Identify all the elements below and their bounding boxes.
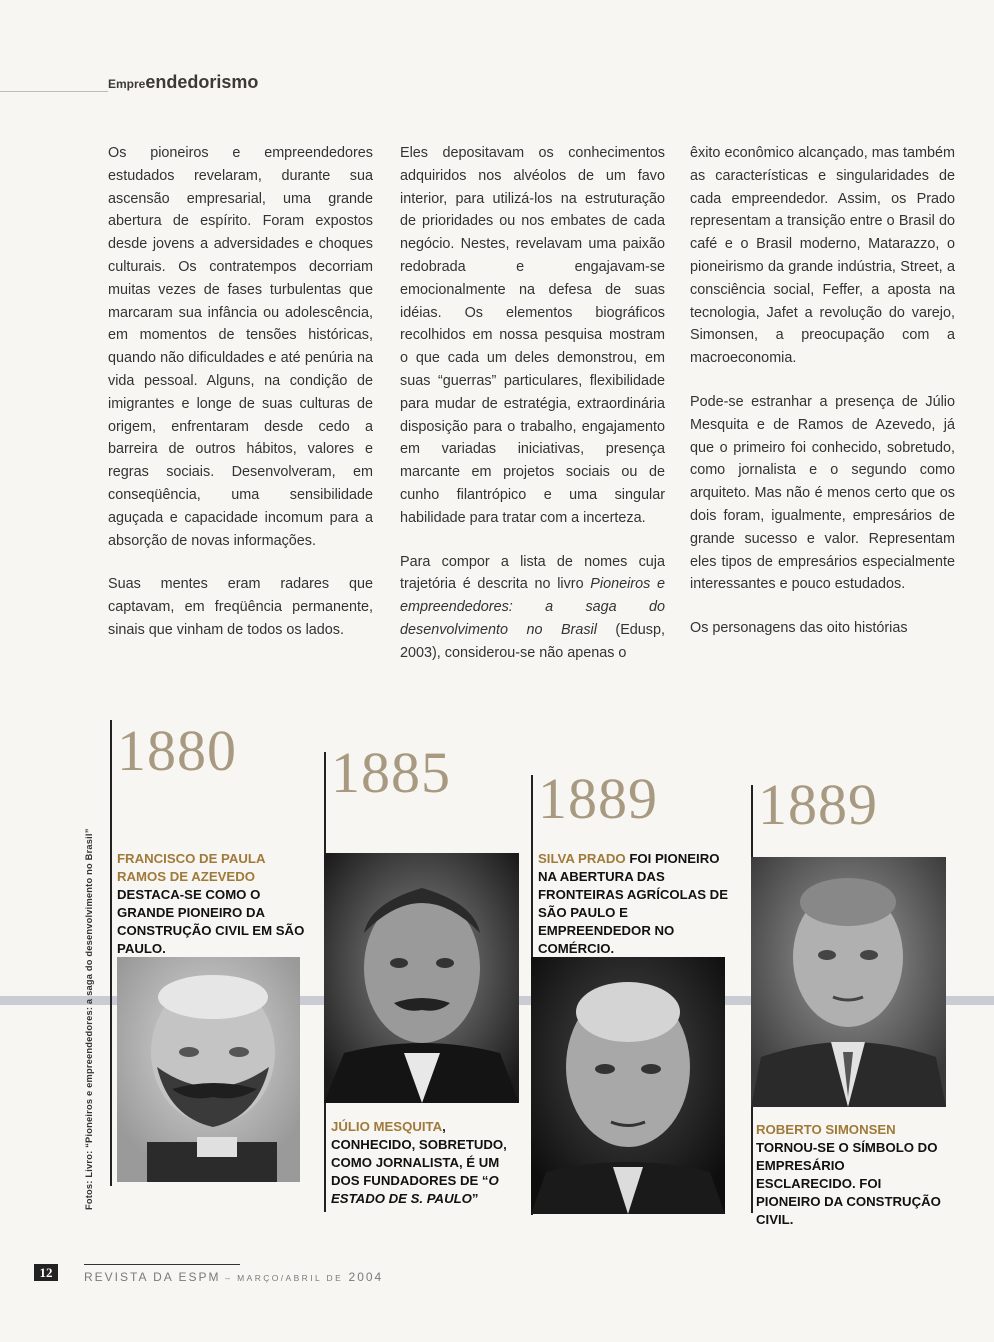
issue-year <box>343 1270 383 1284</box>
newspaper-title: O ESTADO DE S. PAULO <box>331 1173 499 1206</box>
caption-text: DESTACA-SE COMO O GRANDE PIONEIRO DA CONSTRUÇÃO CIVIL EM SÃO PAULO. <box>117 887 305 956</box>
text-column-3 <box>690 142 955 661</box>
person-name: ROBERTO SIMONSEN <box>756 1122 896 1137</box>
section-prefix: Empre <box>108 77 146 91</box>
paragraph: êxito econômico alcançado, mas também as características e singularidades de cada empreendedor. Assim, os Prado representam a transição entre o Brasil do café e o Brasil moderno, Matarazzo, o pioneirismo da grande indústria, Street, a consciência social, Feffer, a aposta na tecnologia, Jafet a revolução do varejo, Simonsen, a preocupação com a macroeconomia. <box>690 145 955 367</box>
paragraph: Pode-se estranhar a presença de Júlio Mesquita e de Ramos de Azevedo, já que o primeiro foi conhecido, sobretudo, como jornalista e o segundo como arquiteto. Mas não é menos certo que os dois foram, igualmente, empresários de grande sucesso e valor. Representam eles tipos de empresários especialmente interessantes e pouco estudados. <box>690 393 955 593</box>
header-rule <box>0 91 108 92</box>
paragraph: Os pioneiros e empreendedores estudados revelaram, durante sua ascensão empresarial, uma grande abertura de espírito. Foram expostos desde jovens a adversidades e choques culturais. Os contratempos decorriam muitas vezes de fases turbulentas que marcaram sua infância ou adolescência, em momentos de tensões históricas, quando não dificuldades e até penúria na vida pessoal. Alguns, na condição de imigrantes e longe de suas culturas de origem, enfrentaram desde cedo a barreira de outros hábitos, valores e regras sociais. Desenvolveram, em conseqüência, uma sensibilidade aguçada e capacidade incomum para a absorção de novas informações. <box>108 145 373 549</box>
timeline-caption <box>331 1118 521 1208</box>
magazine-name: REVISTA DA ESPM <box>84 1270 221 1284</box>
section-label <box>108 72 258 93</box>
person-name: FRANCISCO DE PAULA RAMOS DE AZEVEDO <box>117 851 265 884</box>
person-name: SILVA PRADO <box>538 851 626 866</box>
photo-credit: Fotos: Livro: “Pioneiros e empreendedores: a saga do desenvolvimento no Brasil” <box>84 828 94 1210</box>
caption-text: , CONHECIDO, SOBRETUDO, COMO JORNALISTA, É UM DOS FUNDADORES DE “ <box>331 1119 507 1188</box>
portrait-julio-mesquita <box>324 853 519 1103</box>
text-column-1 <box>108 142 373 663</box>
person-name: JÚLIO MESQUITA <box>331 1119 443 1134</box>
paragraph: Suas mentes eram radares que captavam, em freqüência permanente, sinais que vinham de todos os lados. <box>108 576 373 638</box>
timeline-year: 1880 <box>117 718 237 783</box>
portrait-ramos-de-azevedo <box>117 957 300 1182</box>
timeline-marker-line <box>110 720 112 1186</box>
footer-rule <box>84 1264 240 1265</box>
timeline-caption <box>117 850 307 958</box>
paragraph: Os personagens das oito histórias <box>690 620 908 637</box>
text-column-2 <box>400 142 665 686</box>
caption-text: TORNOU-SE O SÍMBOLO DO EMPRESÁRIO ESCLARECIDO. FOI PIONEIRO DA CONSTRUÇÃO CIVIL. <box>756 1140 941 1227</box>
caption-text: ” <box>471 1191 479 1206</box>
timeline-caption <box>538 850 728 958</box>
timeline-year: 1885 <box>331 740 451 805</box>
book-title: Pioneiros e empreendedores: a saga do desenvolvimento no Brasil <box>400 576 665 638</box>
paragraph <box>400 551 665 665</box>
issue-date: MARÇO/ABRIL DE <box>237 1273 344 1283</box>
issue-year-value: 2004 <box>348 1270 384 1284</box>
issue-separator: – <box>220 1273 238 1283</box>
footer-masthead <box>84 1268 383 1286</box>
portrait-silva-prado <box>531 957 725 1214</box>
page-number: 12 <box>34 1264 58 1281</box>
paragraph: Eles depositavam os conhecimentos adquiridos nos alvéolos de um favo interior, para utilizá-los na estruturação de prioridades ou nos embates de cada negócio. Nestes, revelavam uma paixão redobrada e engajavam-se emocionalmente na defesa de suas idéias. Os elementos biográficos recolhidos em nossa pesquisa mostram o que cada um deles demonstrou, em suas “guerras” particulares, flexibilidade para mudar de estratégia, extraordinária disposição para o trabalho, engajamento em variadas iniciativas, presença marcante em projetos sociais ou de cunho filantrópico e uma singular habilidade para tratar com a incerteza. <box>400 145 665 526</box>
portrait-roberto-simonsen <box>751 857 946 1107</box>
timeline-year: 1889 <box>758 772 878 837</box>
caption-text: FOI PIONEIRO NA ABERTURA DAS FRONTEIRAS AGRÍCOLAS DE SÃO PAULO E EMPREENDEDOR NO COMÉRCIO. <box>538 851 729 956</box>
section-suffix: endedorismo <box>145 72 259 92</box>
paragraph-text: (Edusp, 2003), considerou-se não apenas o <box>400 621 666 661</box>
timeline-year: 1889 <box>538 766 658 831</box>
timeline-caption <box>756 1121 946 1229</box>
paragraph-text: Para compor a lista de nomes cuja trajetória é descrita no livro <box>400 553 665 593</box>
